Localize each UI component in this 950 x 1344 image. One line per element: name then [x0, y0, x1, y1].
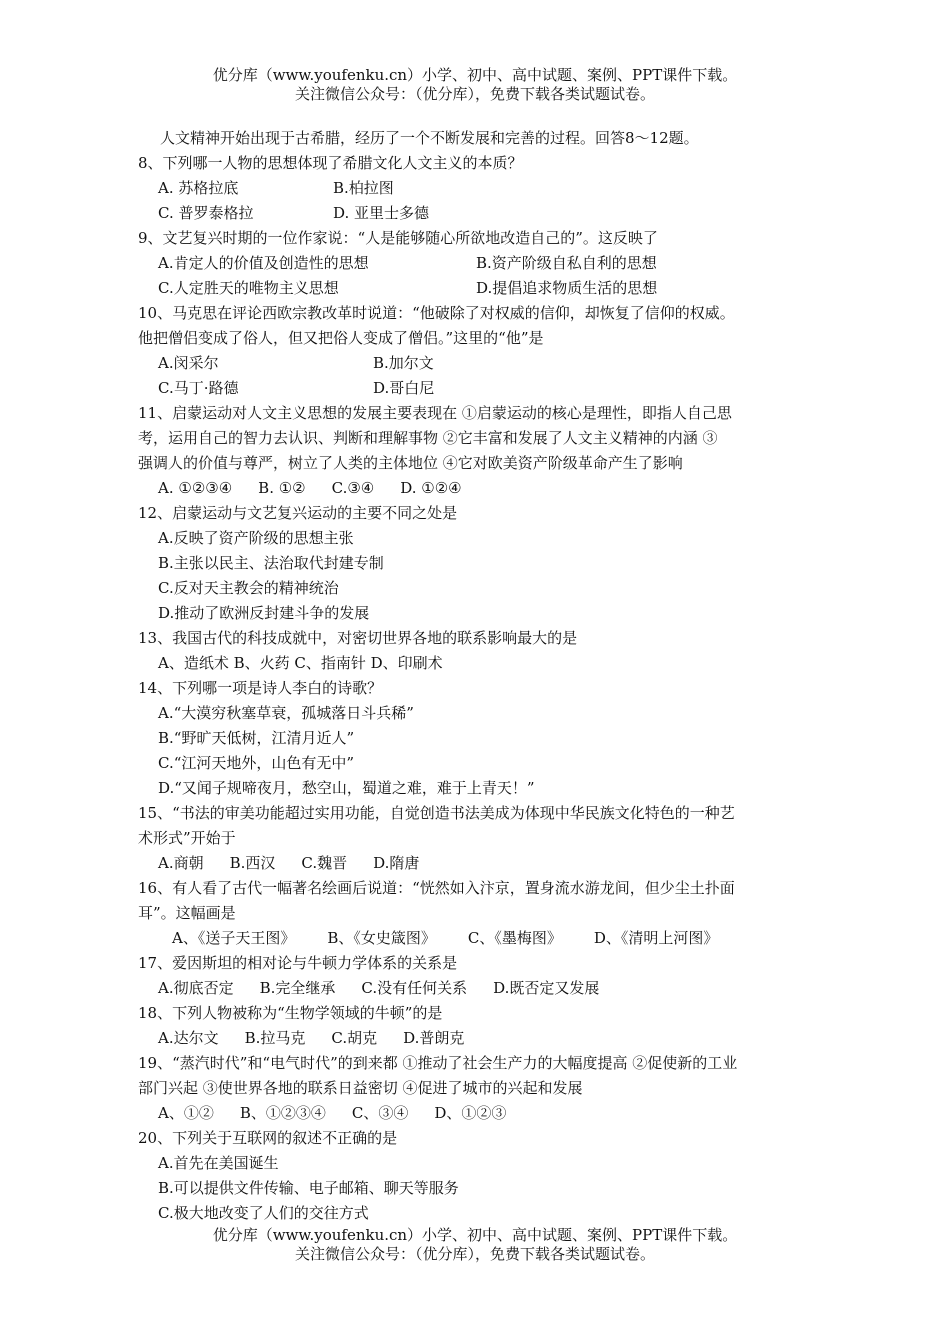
option-d: D、①②③	[434, 1104, 507, 1122]
option-c: C.胡克	[331, 1029, 378, 1047]
question-19-options	[138, 1101, 818, 1126]
option-a: A. ①②③④	[158, 479, 233, 497]
page-header	[0, 66, 950, 104]
question-8-options-row-2	[138, 201, 818, 226]
option-d: D. ①②④	[400, 479, 462, 497]
footer-line-1: 优分库（www.youfenku.cn）小学、初中、高中试题、案例、PPT课件下载。	[212, 1226, 738, 1244]
question-18-options	[138, 1026, 818, 1051]
option-b: B.柏拉图	[333, 179, 394, 197]
question-12-stem: 12、启蒙运动与文艺复兴运动的主要不同之处是	[138, 504, 458, 522]
option-d: D.既否定又发展	[493, 979, 600, 997]
question-14-stem: 14、下列哪一项是诗人李白的诗歌？	[138, 679, 383, 697]
question-body	[138, 126, 818, 1226]
option-c: C.③④	[331, 479, 375, 497]
question-18-stem: 18、下列人物被称为“生物学领域的牛顿”的是	[138, 1004, 443, 1022]
question-17-options	[138, 976, 818, 1001]
question-10-stem-2: 他把僧侣变成了俗人，但又把俗人变成了僧侣。”这里的“他”是	[138, 329, 544, 347]
question-10-stem-1: 10、马克思在评论西欧宗教改革时说道：“他破除了对权威的信仰，却恢复了信仰的权威。	[138, 304, 735, 322]
question-11-stem-3: 强调人的价值与尊严，树立了人类的主体地位 ④它对欧美资产阶级革命产生了影响	[138, 454, 683, 472]
option-a: A. 苏格拉底	[158, 179, 239, 197]
page-footer	[0, 1226, 950, 1264]
question-15-options	[138, 851, 818, 876]
question-14-option-b: B.“野旷天低树，江清月近人”	[158, 729, 355, 747]
question-20-option-a: A.首先在美国诞生	[158, 1154, 279, 1172]
question-15-stem-1: 15、“书法的审美功能超过实用功能，自觉创造书法美成为体现中华民族文化特色的一种艺	[138, 804, 735, 822]
option-b: B.完全继承	[259, 979, 336, 997]
option-a: A.商朝	[158, 854, 204, 872]
question-20-stem: 20、下列关于互联网的叙述不正确的是	[138, 1129, 398, 1147]
option-a: A、《送子天王图》	[172, 929, 296, 947]
question-12-option-d: D.推动了欧洲反封建斗争的发展	[158, 604, 370, 622]
option-a: A.彻底否定	[158, 979, 234, 997]
header-line-2: 关注微信公众号：（优分库），免费下载各类试题试卷。	[294, 85, 655, 103]
option-d: D. 亚里士多德	[333, 204, 430, 222]
question-11-stem-1: 11、启蒙运动对人文主义思想的发展主要表现在 ①启蒙运动的核心是理性，即指人自己思	[138, 404, 732, 422]
question-16-stem-1: 16、有人看了古代一幅著名绘画后说道：“恍然如入汴京，置身流水游龙间，但少尘土扑面	[138, 879, 735, 897]
option-d: D.哥白尼	[373, 379, 435, 397]
option-d: D.普朗克	[403, 1029, 465, 1047]
question-16-stem-2: 耳”。这幅画是	[138, 904, 236, 922]
question-12-option-a: A.反映了资产阶级的思想主张	[158, 529, 354, 547]
option-c: C.魏晋	[301, 854, 348, 872]
question-13-stem: 13、我国古代的科技成就中，对密切世界各地的联系影响最大的是	[138, 629, 578, 647]
question-13-options: A、造纸术 B、火药 C、指南针 D、印刷术	[158, 654, 443, 672]
option-c: C. 普罗泰格拉	[158, 204, 254, 222]
question-9-stem: 9、文艺复兴时期的一位作家说：“人是能够随心所欲地改造自己的”。这反映了	[138, 229, 658, 247]
option-b: B. ①②	[258, 479, 306, 497]
question-14-option-c: C.“江河天地外，山色有无中”	[158, 754, 355, 772]
option-c: C.人定胜天的唯物主义思想	[158, 279, 339, 297]
question-14-option-a: A.“大漠穷秋塞草衰，孤城落日斗兵稀”	[158, 704, 414, 722]
question-11-options	[138, 476, 818, 501]
option-d: D、《清明上河图》	[593, 929, 719, 947]
question-14-option-d: D.“又闻子规啼夜月，愁空山，蜀道之难，难于上青天！”	[158, 779, 535, 797]
question-19-stem-2: 部门兴起 ③使世界各地的联系日益密切 ④促进了城市的兴起和发展	[138, 1079, 583, 1097]
option-c: C、《墨梅图》	[467, 929, 562, 947]
question-9-options-row-1	[138, 251, 818, 276]
option-c: C.马丁·路德	[158, 379, 239, 397]
question-10-options-row-2	[138, 376, 818, 401]
option-b: B.西汉	[229, 854, 276, 872]
option-a: A.闵采尔	[158, 354, 219, 372]
header-line-1: 优分库（www.youfenku.cn）小学、初中、高中试题、案例、PPT课件下载。	[212, 66, 738, 84]
question-12-option-b: B.主张以民主、法治取代封建专制	[158, 554, 384, 572]
question-17-stem: 17、爱因斯坦的相对论与牛顿力学体系的关系是	[138, 954, 458, 972]
question-20-option-c: C.极大地改变了人们的交往方式	[158, 1204, 369, 1222]
intro-text: 人文精神开始出现于古希腊，经历了一个不断发展和完善的过程。回答8～12题。	[160, 129, 699, 147]
question-12-option-c: C.反对天主教会的精神统治	[158, 579, 339, 597]
question-10-options-row-1	[138, 351, 818, 376]
option-b: B.加尔文	[373, 354, 434, 372]
option-d: D.提倡追求物质生活的思想	[476, 279, 658, 297]
option-a: A.肯定人的价值及创造性的思想	[158, 254, 369, 272]
question-8-options-row-1	[138, 176, 818, 201]
option-b: B.拉马克	[244, 1029, 306, 1047]
question-16-options	[138, 926, 818, 951]
question-8-stem: 8、下列哪一人物的思想体现了希腊文化人文主义的本质？	[138, 154, 523, 172]
option-b: B、①②③④	[239, 1104, 326, 1122]
footer-line-2: 关注微信公众号：（优分库），免费下载各类试题试卷。	[294, 1245, 655, 1263]
option-b: B.资产阶级自私自利的思想	[476, 254, 657, 272]
option-c: C.没有任何关系	[361, 979, 468, 997]
question-9-options-row-2	[138, 276, 818, 301]
option-b: B、《女史箴图》	[327, 929, 436, 947]
option-c: C、③④	[351, 1104, 409, 1122]
question-11-stem-2: 考，运用自己的智力去认识、判断和理解事物 ②它丰富和发展了人文主义精神的内涵 ③	[138, 429, 718, 447]
option-d: D.隋唐	[373, 854, 420, 872]
question-20-option-b: B.可以提供文件传输、电子邮箱、聊天等服务	[158, 1179, 459, 1197]
option-a: A、①②	[158, 1104, 214, 1122]
question-15-stem-2: 术形式”开始于	[138, 829, 236, 847]
option-a: A.达尔文	[158, 1029, 219, 1047]
question-19-stem-1: 19、“蒸汽时代”和“电气时代”的到来都 ①推动了社会生产力的大幅度提高 ②促使新的工业	[138, 1054, 738, 1072]
